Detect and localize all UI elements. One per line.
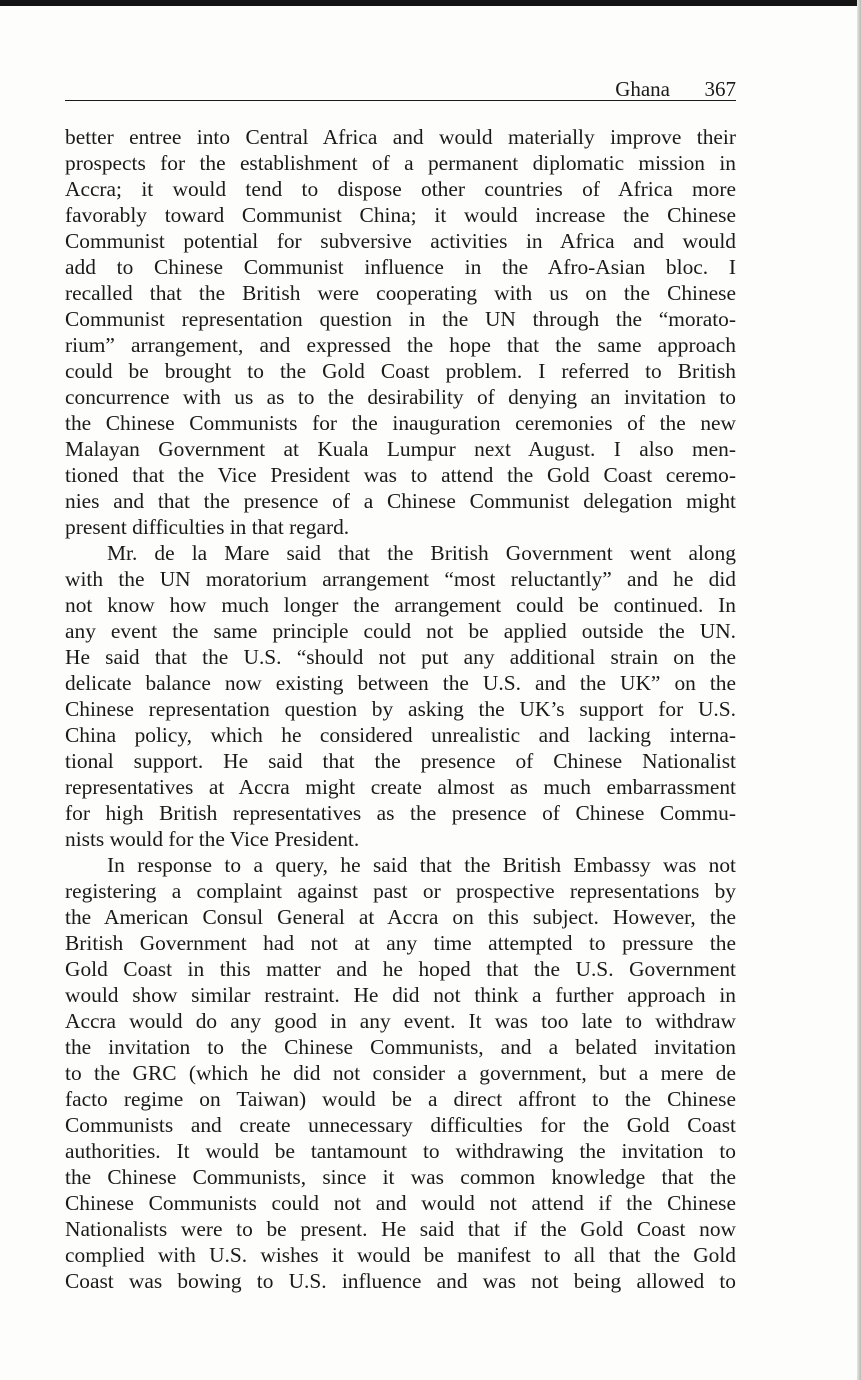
text-line: rium” arrangement, and expressed the hope that the same approach (65, 333, 736, 357)
text-line: nists would for the Vice President. (65, 827, 360, 851)
text-line: representatives at Accra might create almost as much embarrassment (65, 775, 736, 799)
text-line: for high British representatives as the presence of Chinese Commu- (65, 801, 736, 825)
text-line: prospects for the establishment of a permanent diplomatic mission in (65, 151, 736, 175)
text-line: Mr. de la Mare said that the British Government went along (107, 541, 736, 565)
text-line: present difficulties in that regard. (65, 515, 350, 539)
text-line: the American Consul General at Accra on this subject. However, the (65, 905, 736, 929)
text-line: concurrence with us as to the desirability of denying an invitation to (65, 385, 736, 409)
page-number: 367 (704, 77, 736, 101)
text-line: Communist representation question in the UN through the “morato- (65, 307, 736, 331)
running-head (65, 78, 736, 101)
text-line: add to Chinese Communist influence in the Afro-Asian bloc. I (65, 255, 736, 279)
text-line: Coast was bowing to U.S. influence and was not being allowed to (65, 1269, 736, 1293)
running-head-title: Ghana (615, 77, 670, 101)
text-line: Communist potential for subversive activities in Africa and would (65, 229, 736, 253)
text-line: to the GRC (which he did not consider a government, but a mere de (65, 1061, 736, 1085)
text-line: complied with U.S. wishes it would be manifest to all that the Gold (65, 1243, 736, 1267)
text-line: Gold Coast in this matter and he hoped that the U.S. Government (65, 957, 736, 981)
page-right-edge (857, 0, 861, 1380)
text-line: facto regime on Taiwan) would be a direct affront to the Chinese (65, 1087, 736, 1111)
text-line: Chinese Communists could not and would not attend if the Chinese (65, 1191, 736, 1215)
text-line: Chinese representation question by asking the UK’s support for U.S. (65, 697, 736, 721)
text-line: the Chinese Communists, since it was common knowledge that the (65, 1165, 736, 1189)
text-line: delicate balance now existing between the U.S. and the UK” on the (65, 671, 736, 695)
text-line: would show similar restraint. He did not think a further approach in (65, 983, 736, 1007)
text-line: Accra would do any good in any event. It was too late to withdraw (65, 1009, 736, 1033)
text-line: the invitation to the Chinese Communists, and a belated invitation (65, 1035, 736, 1059)
paragraph (65, 124, 736, 540)
text-line: with the UN moratorium arrangement “most reluctantly” and he did (65, 567, 736, 591)
paragraph (65, 540, 736, 852)
text-line: nies and that the presence of a Chinese Communist delegation might (65, 489, 736, 513)
paragraph (65, 852, 736, 1294)
text-line: not know how much longer the arrangement could be continued. In (65, 593, 736, 617)
text-line: In response to a query, he said that the British Embassy was not (107, 853, 736, 877)
body-text (65, 124, 736, 1294)
text-line: tioned that the Vice President was to attend the Gold Coast ceremo- (65, 463, 736, 487)
text-line: He said that the U.S. “should not put any additional strain on the (65, 645, 736, 669)
text-line: could be brought to the Gold Coast problem. I referred to British (65, 359, 736, 383)
text-line: favorably toward Communist China; it would increase the Chinese (65, 203, 736, 227)
text-line: any event the same principle could not be applied outside the UN. (65, 619, 736, 643)
text-line: authorities. It would be tantamount to withdrawing the invitation to (65, 1139, 736, 1163)
text-line: British Government had not at any time attempted to pressure the (65, 931, 736, 955)
text-line: tional support. He said that the presence of Chinese Nationalist (65, 749, 736, 773)
text-line: Accra; it would tend to dispose other countries of Africa more (65, 177, 736, 201)
text-line: Communists and create unnecessary difficulties for the Gold Coast (65, 1113, 736, 1137)
text-line: Malayan Government at Kuala Lumpur next August. I also men- (65, 437, 736, 461)
text-line: recalled that the British were cooperating with us on the Chinese (65, 281, 736, 305)
page-top-edge (0, 0, 861, 6)
text-line: China policy, which he considered unrealistic and lacking interna- (65, 723, 736, 747)
text-line: Nationalists were to be present. He said that if the Gold Coast now (65, 1217, 736, 1241)
text-line: the Chinese Communists for the inauguration ceremonies of the new (65, 411, 736, 435)
text-line: registering a complaint against past or prospective representations by (65, 879, 736, 903)
text-line: better entree into Central Africa and would materially improve their (65, 125, 736, 149)
